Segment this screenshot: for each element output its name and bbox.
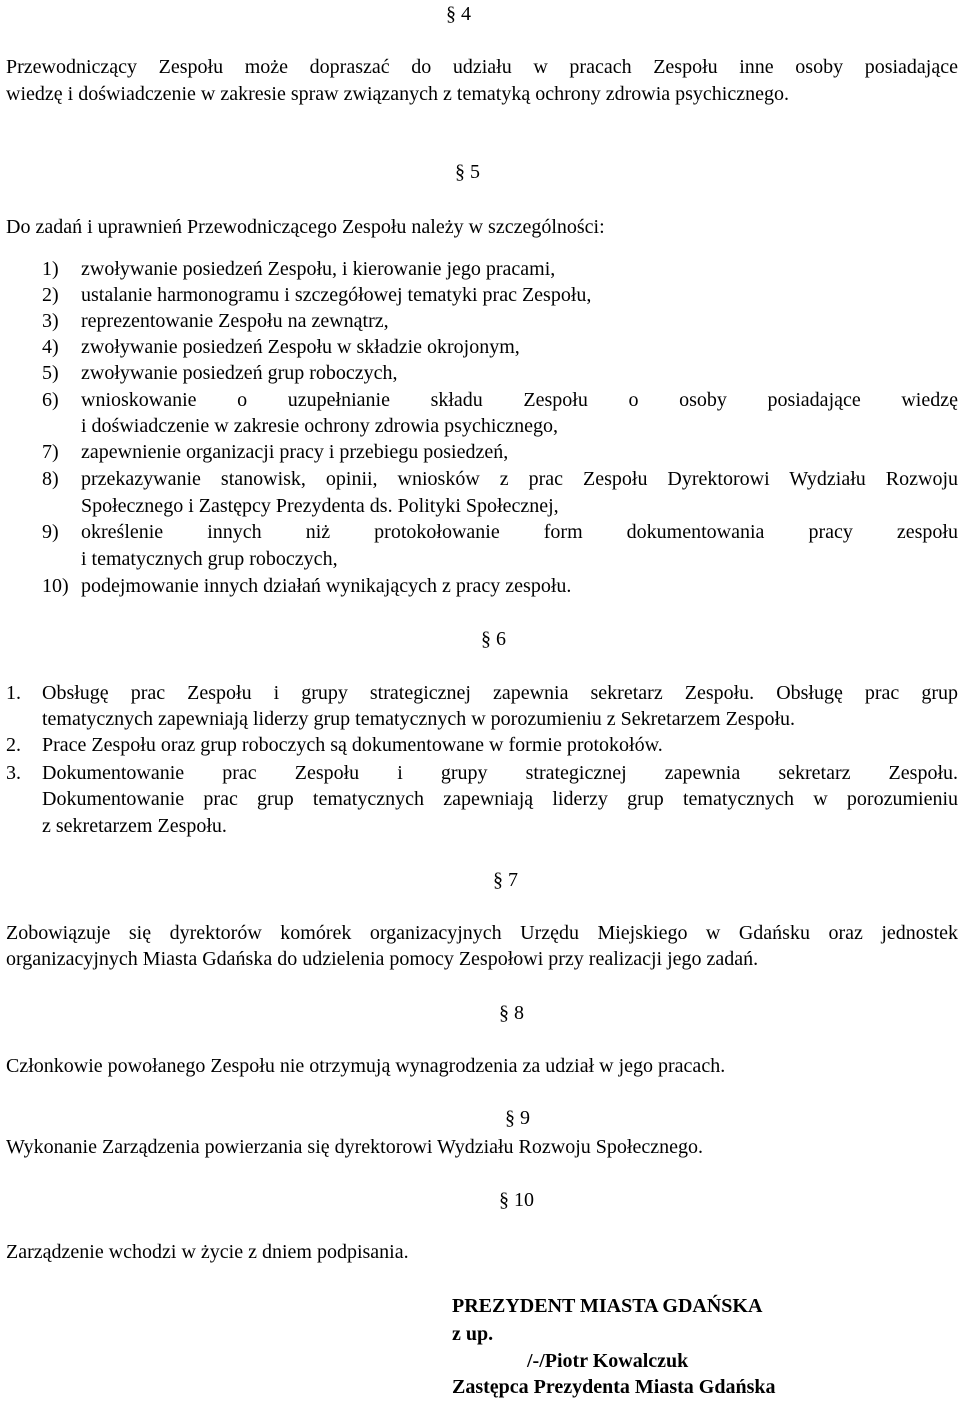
list-item-text-continued: i doświadczenie w zakresie ochrony zdrowia psychicznego,: [81, 415, 559, 437]
signature-name: /-/Piotr Kowalczuk: [527, 1350, 689, 1372]
list-item-text: Dokumentowanie prac Zespołu i grupy strategicznej zapewnia sekretarz Zespołu.: [42, 762, 958, 784]
paragraph-5-intro: Do zadań i uprawnień Przewodniczącego Zespołu należy w szczególności:: [6, 216, 605, 238]
paragraph-9: Wykonanie Zarządzenia powierzania się dyrektorowi Wydziału Rozwoju Społecznego.: [6, 1136, 703, 1158]
section-heading-9: § 9: [505, 1107, 530, 1129]
list-item-text: ustalanie harmonogramu i szczegółowej tematyki prac Zespołu,: [81, 284, 592, 306]
list-item-number: 1): [42, 258, 59, 280]
list-item-text: określenie innych niż protokołowanie form dokumentowania pracy zespołu: [81, 521, 958, 543]
list-item-number: 8): [42, 468, 59, 490]
paragraph-7-line-2: organizacyjnych Miasta Gdańska do udzielenia pomocy Zespołowi przy realizacji jego zadań.: [6, 948, 759, 970]
list-item-number: 5): [42, 362, 59, 384]
list-item-number: 4): [42, 336, 59, 358]
list-item-number: 3): [42, 310, 59, 332]
signature-title: PREZYDENT MIASTA GDAŃSKA: [452, 1295, 763, 1317]
section-heading-10: § 10: [499, 1189, 534, 1211]
paragraph-8: Członkowie powołanego Zespołu nie otrzymują wynagrodzenia za udział w jego pracach.: [6, 1055, 726, 1077]
list-item-text: zwoływanie posiedzeń grup roboczych,: [81, 362, 398, 384]
list-item-text: zwoływanie posiedzeń Zespołu w składzie okrojonym,: [81, 336, 520, 358]
section-heading-6: § 6: [481, 628, 506, 650]
section-heading-7: § 7: [493, 869, 518, 891]
signature-authorization: z up.: [452, 1323, 494, 1345]
list-item-text: Obsługę prac Zespołu i grupy strategicznej zapewnia sekretarz Zespołu. Obsługę prac grup: [42, 682, 958, 704]
paragraph-4-line-2: wiedzę i doświadczenie w zakresie spraw związanych z tematyką ochrony zdrowia psychicznego.: [6, 83, 789, 105]
list-item-text: zwoływanie posiedzeń Zespołu, i kierowanie jego pracami,: [81, 258, 556, 280]
list-item-number: 2): [42, 284, 59, 306]
list-item-text-continued: tematycznych zapewniają liderzy grup tematycznych w porozumieniu z Sekretarzem Zespołu.: [42, 708, 796, 730]
list-item-number: 1.: [6, 682, 21, 704]
list-item-number: 2.: [6, 734, 21, 756]
section-heading-8: § 8: [499, 1002, 524, 1024]
list-item-text-continued: z sekretarzem Zespołu.: [42, 815, 227, 837]
section-heading-4: § 4: [446, 3, 471, 25]
list-item-text: Prace Zespołu oraz grup roboczych są dokumentowane w formie protokołów.: [42, 734, 663, 756]
list-item-text: przekazywanie stanowisk, opinii, wniosków z prac Zespołu Dyrektorowi Wydziału Rozwoju: [81, 468, 958, 490]
list-item-text-continued: i tematycznych grup roboczych,: [81, 548, 338, 570]
list-item-text: zapewnienie organizacji pracy i przebiegu posiedzeń,: [81, 441, 509, 463]
list-item-number: 7): [42, 441, 59, 463]
paragraph-10: Zarządzenie wchodzi w życie z dniem podpisania.: [6, 1241, 409, 1263]
paragraph-4-line-1: Przewodniczący Zespołu może dopraszać do udziału w pracach Zespołu inne osoby posiadające: [6, 56, 958, 78]
list-item-text: wnioskowanie o uzupełnianie składu Zespołu o osoby posiadające wiedzę: [81, 389, 958, 411]
paragraph-7-line-1: Zobowiązuje się dyrektorów komórek organizacyjnych Urzędu Miejskiego w Gdańsku oraz jednostek: [6, 922, 958, 944]
list-item-number: 6): [42, 389, 59, 411]
list-item-number: 3.: [6, 762, 21, 784]
list-item-text: podejmowanie innych działań wynikających z pracy zespołu.: [81, 575, 572, 597]
list-item-number: 9): [42, 521, 59, 543]
list-item-text-continued: Społecznego i Zastępcy Prezydenta ds. Polityki Społecznej,: [81, 495, 559, 517]
section-heading-5: § 5: [455, 161, 480, 183]
list-item-text: reprezentowanie Zespołu na zewnątrz,: [81, 310, 389, 332]
signature-position: Zastępca Prezydenta Miasta Gdańska: [452, 1376, 776, 1398]
list-item-number: 10): [42, 575, 69, 597]
list-item-text-continued: Dokumentowanie prac grup tematycznych zapewniają liderzy grup tematycznych w porozumieniu: [42, 788, 958, 810]
